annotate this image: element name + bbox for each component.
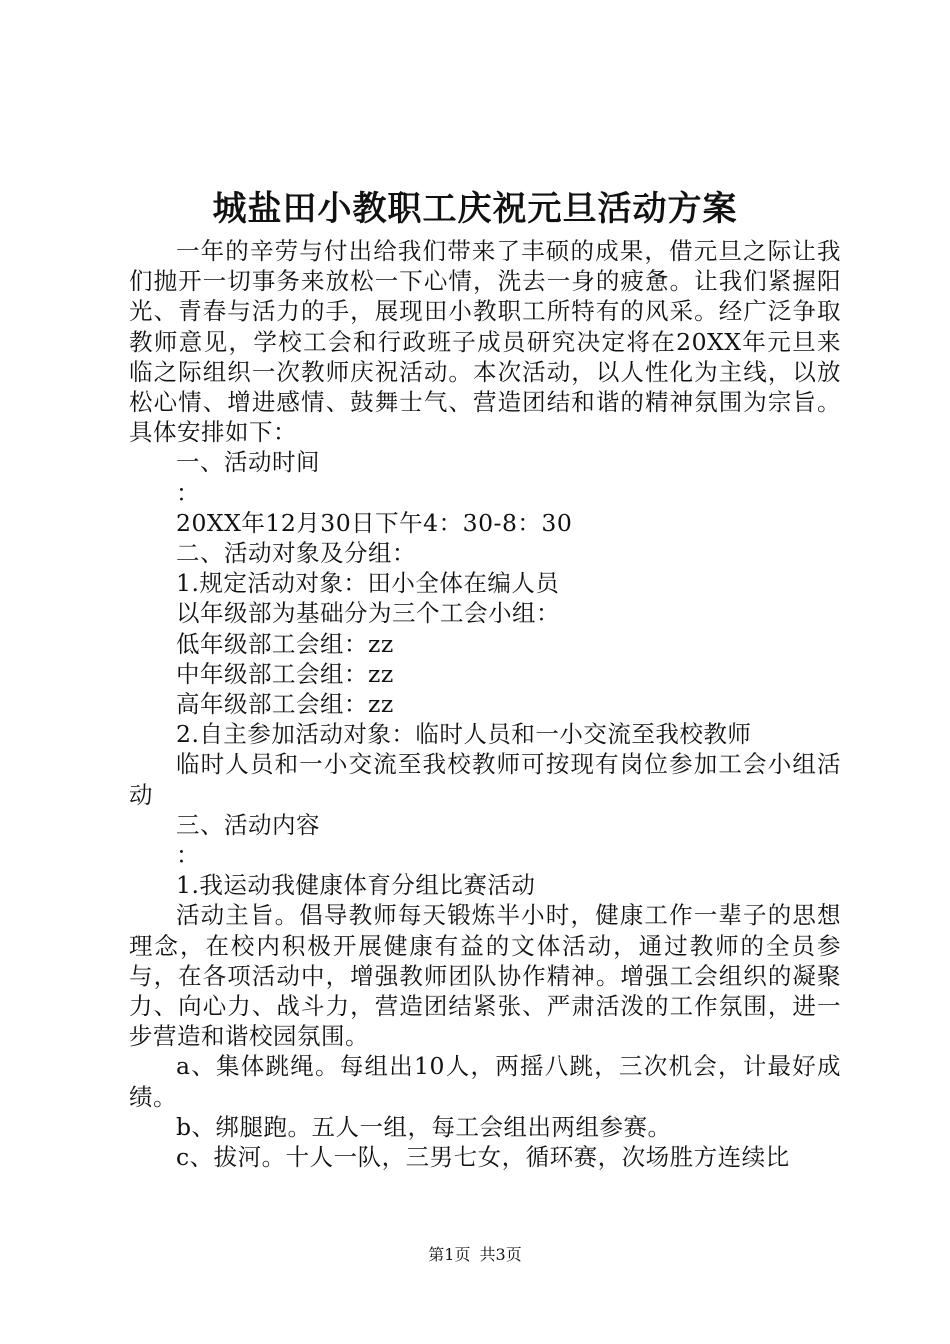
voluntary-note: 临时人员和一小交流至我校教师可按现有岗位参加工会小组活动 [129, 750, 841, 809]
event-rope-skipping: a、集体跳绳。每组出10人，两摇八跳，三次机会，计最好成绩。 [129, 1052, 841, 1111]
event-three-legged-race: b、绑腿跑。五人一组，每工会组出两组参赛。 [176, 1112, 672, 1141]
colon-line: ： [176, 478, 200, 507]
section-heading-participants: 二、活动对象及分组： [176, 539, 416, 568]
page-footer: 第1页 共3页 [428, 1245, 522, 1264]
section-heading-time: 一、活动时间 [176, 448, 320, 477]
content-item-sports: 1.我运动我健康体育分组比赛活动 [176, 871, 536, 900]
section-heading-content: 三、活动内容 [176, 810, 320, 839]
group-high-grade: 高年级部工会组：zz [176, 690, 394, 719]
colon-line: ： [176, 841, 200, 870]
activity-time: 20XX年12月30日下午4：30-8：30 [176, 508, 573, 537]
participants-required: 1.规定活动对象：田小全体在编人员 [176, 569, 560, 598]
document-body [129, 236, 841, 1172]
document-title: 城盐田小教职工庆祝元旦活动方案 [212, 189, 738, 229]
group-mid-grade: 中年级部工会组：zz [176, 659, 394, 688]
sports-purpose: 活动主旨。倡导教师每天锻炼半小时，健康工作一辈子的思想理念，在校内积极开展健康有益的文体活动，通过教师的全员参与，在各项活动中，增强教师团队协作精神。增强工会组织的凝聚力、向心力、战斗力，营造团结紧张、严肃活泼的工作氛围，进一步营造和谐校园氛围。 [129, 901, 841, 1051]
group-division: 以年级部为基础分为三个工会小组： [176, 599, 560, 628]
event-tug-of-war: c、拔河。十人一队，三男七女，循环赛，次场胜方连续比 [176, 1143, 790, 1172]
intro-paragraph: 一年的辛劳与付出给我们带来了丰硕的成果，借元旦之际让我们抛开一切事务来放松一下心情，洗去一身的疲惫。让我们紧握阳光、青春与活力的手，展现田小教职工所特有的风采。经广泛争取教师意见，学校工会和行政班子成员研究决定将在20XX年元旦来临之际组织一次教师庆祝活动。本次活动，以人性化为主线，以放松心情、增进感情、鼓舞士气、营造团结和谐的精神氛围为宗旨。具体安排如下： [129, 237, 841, 447]
participants-voluntary: 2.自主参加活动对象：临时人员和一小交流至我校教师 [176, 720, 752, 749]
group-low-grade: 低年级部工会组：zz [176, 629, 394, 658]
